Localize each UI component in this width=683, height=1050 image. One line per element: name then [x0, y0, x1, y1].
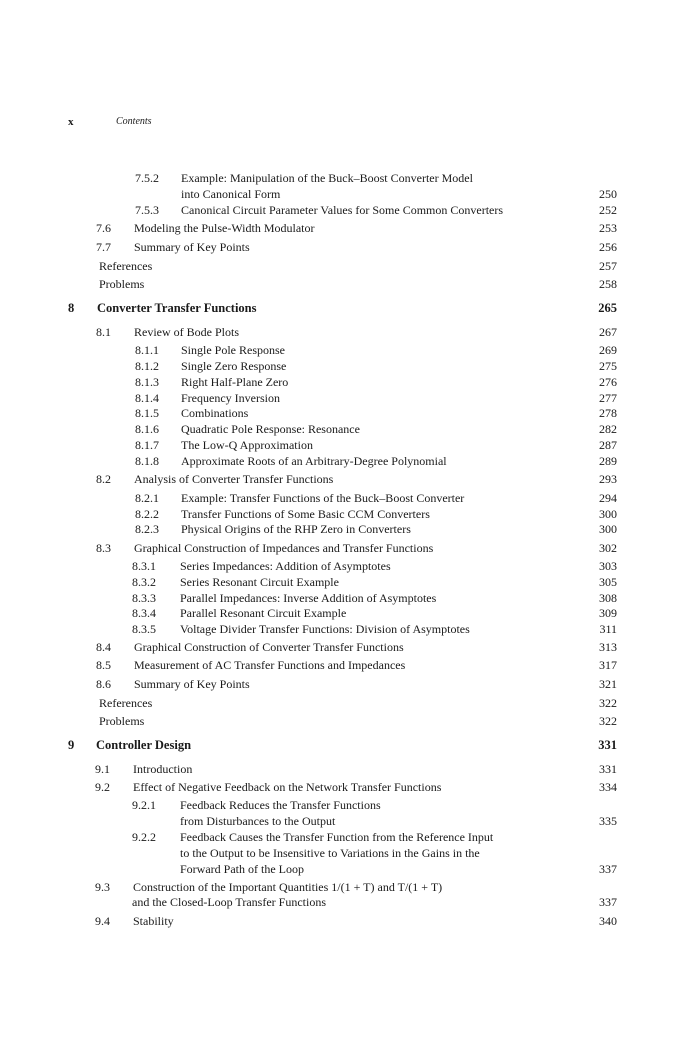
page-number: x: [68, 116, 74, 128]
entry-page: 294: [599, 491, 617, 505]
toc-entry-problems[interactable]: [0, 276, 683, 292]
entry-title: and the Closed-Loop Transfer Functions: [132, 895, 326, 909]
entry-title: Series Resonant Circuit Example: [180, 575, 339, 589]
entry-number: 9.2: [95, 780, 110, 794]
entry-title: Single Pole Response: [181, 343, 285, 357]
chapter-number: 9: [68, 738, 75, 752]
entry-number: 8.1: [96, 325, 111, 339]
entry-title: Problems: [99, 714, 145, 728]
entry-title: Construction of the Important Quantities 1/(1 + T) and T/(1 + T): [133, 880, 443, 894]
entry-title: Canonical Circuit Parameter Values for Some Common Converters: [181, 203, 504, 217]
entry-title: to the Output to be Insensitive to Variations in the Gains in the: [180, 846, 480, 860]
toc-entry-8-1-2[interactable]: [0, 358, 683, 374]
toc-entry-8-1-7[interactable]: [0, 437, 683, 453]
entry-page: 340: [599, 914, 617, 928]
chapter-title: Controller Design: [96, 738, 192, 752]
entry-title: Modeling the Pulse-Width Modulator: [134, 221, 315, 235]
entry-number: 8.1.6: [135, 422, 159, 436]
entry-title: Physical Origins of the RHP Zero in Converters: [181, 522, 411, 536]
toc-entry-8-2[interactable]: [0, 471, 683, 487]
entry-number: 8.1.8: [135, 454, 159, 468]
entry-title: Feedback Causes the Transfer Function from the Reference Input: [180, 830, 494, 844]
toc-entry-8-4[interactable]: [0, 639, 683, 655]
entry-number: 8.3.4: [132, 606, 156, 620]
entry-number: 9.2.2: [132, 830, 156, 844]
entry-title: Measurement of AC Transfer Functions and Impedances: [134, 658, 406, 672]
entry-title: Introduction: [133, 762, 193, 776]
entry-title: Series Impedances: Addition of Asymptotes: [180, 559, 391, 573]
entry-page: 305: [599, 575, 617, 589]
toc-entry-continuation[interactable]: [0, 861, 683, 877]
entry-number: 9.1: [95, 762, 110, 776]
entry-page: 256: [599, 240, 617, 254]
toc-entry-9-2[interactable]: [0, 779, 683, 795]
entry-page: 287: [599, 438, 617, 452]
entry-page: 313: [599, 640, 617, 654]
toc-entry-8-2-2[interactable]: [0, 506, 683, 522]
entry-number: 7.5.2: [135, 171, 159, 185]
toc-entry-8-1-4[interactable]: [0, 390, 683, 406]
entry-title: Problems: [99, 277, 145, 291]
entry-page: 278: [599, 406, 617, 420]
toc-entry-7-7[interactable]: [0, 239, 683, 255]
entry-title: Effect of Negative Feedback on the Network Transfer Functions: [133, 780, 442, 794]
toc-entry-8-1-8[interactable]: [0, 453, 683, 469]
entry-page: 269: [599, 343, 617, 357]
entry-title: Review of Bode Plots: [134, 325, 239, 339]
toc-entry-8-3-2[interactable]: [0, 574, 683, 590]
entry-number: 7.5.3: [135, 203, 159, 217]
entry-number: 8.5: [96, 658, 111, 672]
entry-title: Graphical Construction of Impedances and Transfer Functions: [134, 541, 434, 555]
entry-number: 8.2: [96, 472, 111, 486]
entry-page: 308: [599, 591, 617, 605]
entry-title: into Canonical Form: [181, 187, 281, 201]
entry-title: Example: Transfer Functions of the Buck–Boost Converter: [181, 491, 465, 505]
entry-number: 8.6: [96, 677, 111, 691]
entry-title: Parallel Resonant Circuit Example: [180, 606, 347, 620]
entry-title: References: [99, 259, 153, 273]
entry-title: Example: Manipulation of the Buck–Boost Converter Model: [181, 171, 473, 185]
entry-number: 8.3.2: [132, 575, 156, 589]
entry-page: 337: [599, 895, 617, 909]
entry-title: Voltage Divider Transfer Functions: Division of Asymptotes: [180, 622, 470, 636]
toc-entry-references[interactable]: [0, 258, 683, 274]
toc-entry-continuation[interactable]: [0, 845, 683, 861]
entry-title: Graphical Construction of Converter Transfer Functions: [134, 640, 404, 654]
entry-number: 7.7: [96, 240, 111, 254]
entry-title: Summary of Key Points: [134, 677, 250, 691]
entry-page: 331: [598, 738, 617, 752]
entry-page: 282: [599, 422, 617, 436]
toc-entry-8-5[interactable]: [0, 657, 683, 673]
entry-page: 322: [599, 714, 617, 728]
chapter-number: 8: [68, 301, 75, 315]
entry-page: 334: [599, 780, 617, 794]
toc-entry-8-1-3[interactable]: [0, 374, 683, 390]
entry-number: 8.2.3: [135, 522, 159, 536]
entry-title: Approximate Roots of an Arbitrary-Degree Polynomial: [181, 454, 447, 468]
entry-number: 9.2.1: [132, 798, 156, 812]
toc-entry-8-1-1[interactable]: [0, 342, 683, 358]
entry-page: 309: [599, 606, 617, 620]
toc-entry-8-2-1[interactable]: [0, 490, 683, 506]
toc-entry-8-6[interactable]: [0, 676, 683, 692]
entry-title: References: [99, 696, 153, 710]
entry-page: 253: [599, 221, 617, 235]
entry-page: 300: [599, 507, 617, 521]
entry-number: 8.3: [96, 541, 111, 555]
entry-title: Single Zero Response: [181, 359, 287, 373]
entry-page: 277: [599, 391, 617, 405]
toc-entry-8-3-1[interactable]: [0, 558, 683, 574]
entry-page: 258: [599, 277, 617, 291]
toc-entry-8-3-4[interactable]: [0, 605, 683, 621]
entry-number: 8.1.2: [135, 359, 159, 373]
entry-page: 267: [599, 325, 617, 339]
entry-page: 321: [599, 677, 617, 691]
entry-title: Right Half-Plane Zero: [181, 375, 289, 389]
entry-page: 275: [599, 359, 617, 373]
running-title: Contents: [116, 116, 152, 127]
toc-entry-9-4[interactable]: [0, 913, 683, 929]
toc-entry-8-3-3[interactable]: [0, 590, 683, 606]
entry-title: Forward Path of the Loop: [180, 862, 304, 876]
toc-chapter-9[interactable]: [0, 737, 683, 753]
entry-title: Quadratic Pole Response: Resonance: [181, 422, 360, 436]
entry-title: Analysis of Converter Transfer Functions: [134, 472, 334, 486]
toc-entry-7-5-3[interactable]: [0, 202, 683, 218]
toc-entry-7-5-2[interactable]: [0, 170, 683, 186]
entry-page: 303: [599, 559, 617, 573]
chapter-title: Converter Transfer Functions: [97, 301, 257, 315]
entry-number: 8.1.7: [135, 438, 159, 452]
entry-title: Feedback Reduces the Transfer Functions: [180, 798, 381, 812]
toc-entry-8-2-3[interactable]: [0, 521, 683, 537]
toc-entry-9-2-2[interactable]: [0, 829, 683, 845]
entry-title: Stability: [133, 914, 174, 928]
toc-entry-9-1[interactable]: [0, 761, 683, 777]
toc-entry-9-2-1[interactable]: [0, 797, 683, 813]
toc-entry-problems[interactable]: [0, 713, 683, 729]
entry-title: from Disturbances to the Output: [180, 814, 336, 828]
toc-entry-continuation[interactable]: [0, 813, 683, 829]
entry-page: 265: [598, 301, 617, 315]
entry-title: The Low-Q Approximation: [181, 438, 313, 452]
entry-number: 8.3.3: [132, 591, 156, 605]
entry-number: 8.4: [96, 640, 111, 654]
entry-number: 8.1.1: [135, 343, 159, 357]
entry-page: 322: [599, 696, 617, 710]
entry-page: 300: [599, 522, 617, 536]
entry-title: Combinations: [181, 406, 249, 420]
toc-entry-8-1-5[interactable]: [0, 405, 683, 421]
toc-entry-references[interactable]: [0, 695, 683, 711]
entry-page: 250: [599, 187, 617, 201]
entry-page: 252: [599, 203, 617, 217]
entry-page: 276: [599, 375, 617, 389]
entry-number: 8.2.2: [135, 507, 159, 521]
entry-page: 257: [599, 259, 617, 273]
entry-number: 9.4: [95, 914, 110, 928]
entry-title: Summary of Key Points: [134, 240, 250, 254]
entry-page: 293: [599, 472, 617, 486]
entry-title: Transfer Functions of Some Basic CCM Converters: [181, 507, 430, 521]
entry-title: Parallel Impedances: Inverse Addition of Asymptotes: [180, 591, 437, 605]
entry-number: 9.3: [95, 880, 110, 894]
toc-entry-continuation[interactable]: [0, 894, 683, 910]
entry-page: 337: [599, 862, 617, 876]
entry-number: 8.2.1: [135, 491, 159, 505]
entry-page: 311: [599, 622, 617, 636]
toc-entry-8-3-5[interactable]: [0, 621, 683, 637]
toc-entry-8-1[interactable]: [0, 324, 683, 340]
entry-page: 331: [599, 762, 617, 776]
entry-number: 8.1.5: [135, 406, 159, 420]
toc-entry-9-3[interactable]: [0, 879, 683, 895]
entry-number: 7.6: [96, 221, 111, 235]
toc-entry-7-6[interactable]: [0, 220, 683, 236]
toc-entry-8-3[interactable]: [0, 540, 683, 556]
entry-page: 317: [599, 658, 617, 672]
entry-number: 8.1.4: [135, 391, 159, 405]
entry-title: Frequency Inversion: [181, 391, 280, 405]
entry-number: 8.3.5: [132, 622, 156, 636]
entry-page: 335: [599, 814, 617, 828]
entry-number: 8.3.1: [132, 559, 156, 573]
entry-page: 289: [599, 454, 617, 468]
toc-entry-8-1-6[interactable]: [0, 421, 683, 437]
toc-entry-continuation[interactable]: [0, 186, 683, 202]
toc-chapter-8[interactable]: [0, 300, 683, 316]
entry-number: 8.1.3: [135, 375, 159, 389]
entry-page: 302: [599, 541, 617, 555]
